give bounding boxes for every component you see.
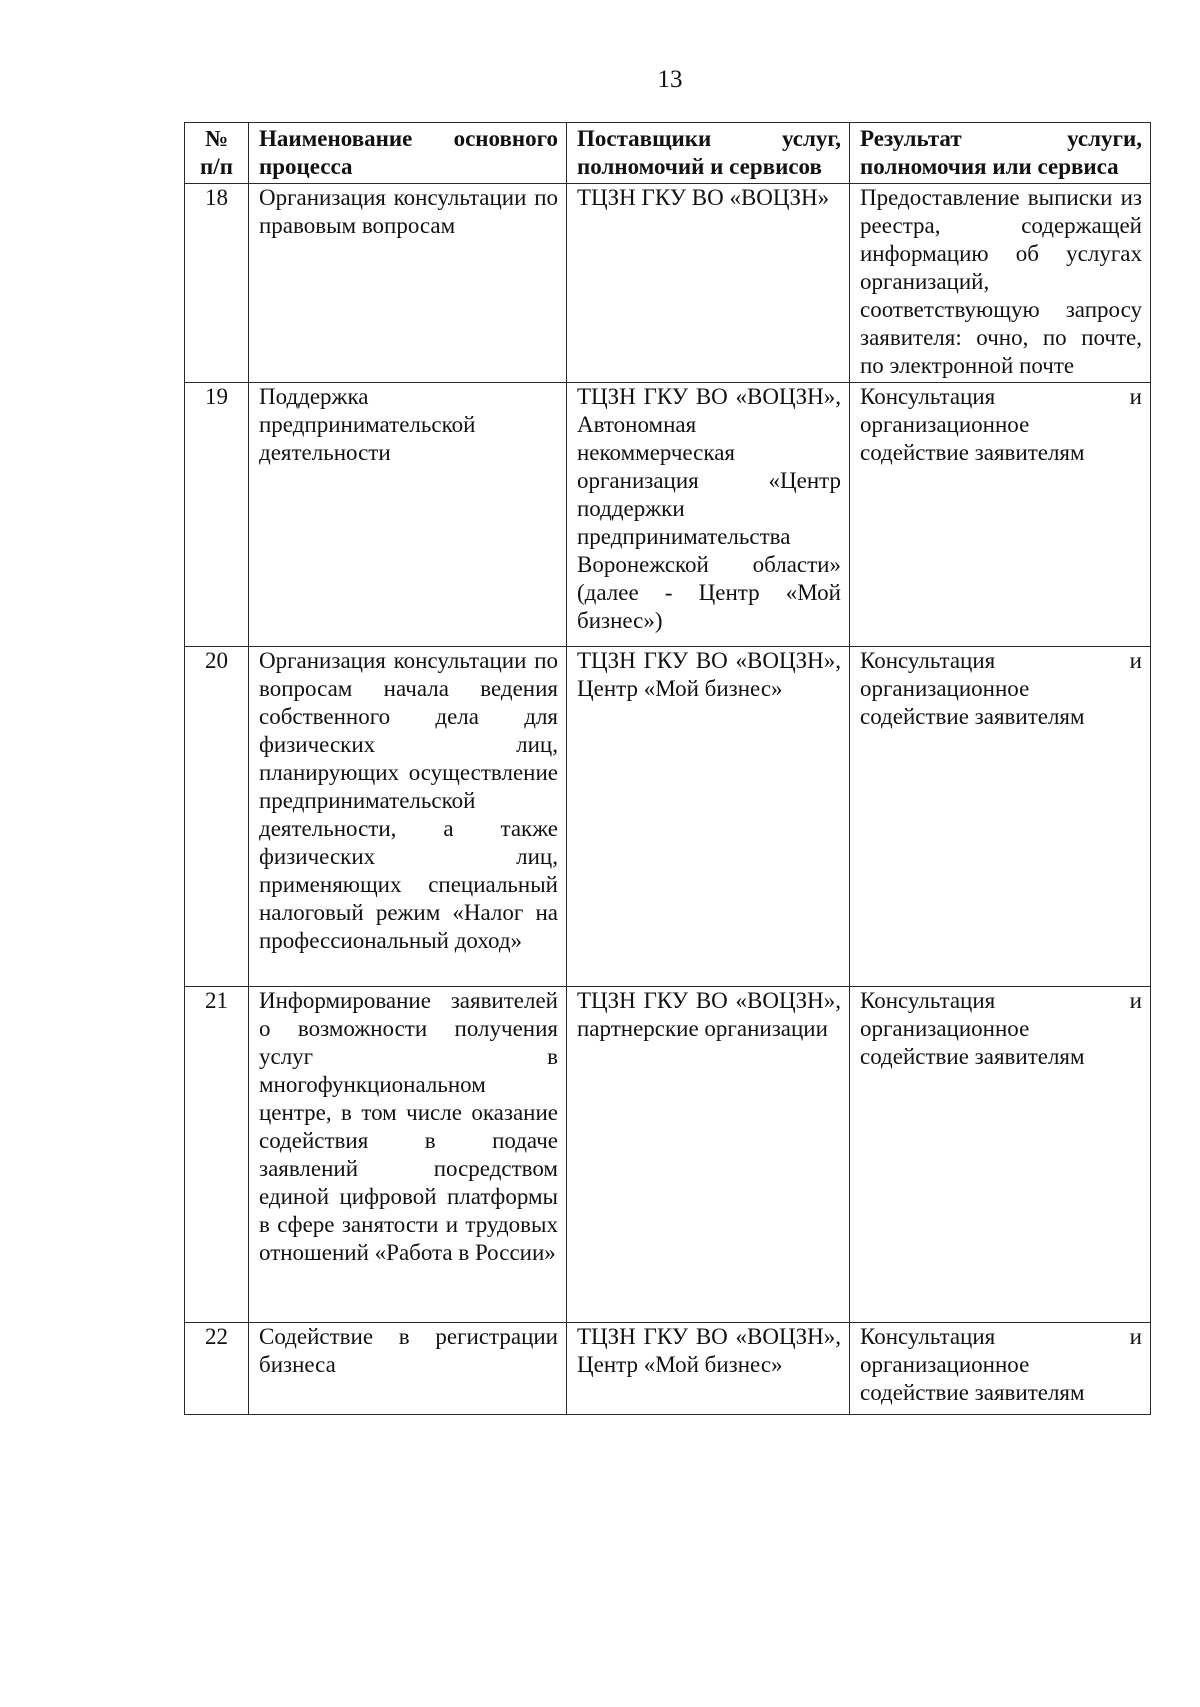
- header-result: Результат услуги, полномочия или сервиса: [850, 123, 1151, 184]
- process-name-cell: Поддержка предпринимательской деятельности: [249, 383, 567, 647]
- table-row: [185, 1323, 1151, 1415]
- header-providers: Поставщики услуг, полномочий и сервисов: [567, 123, 850, 184]
- table-row: [185, 184, 1151, 383]
- table-header-row: [185, 123, 1151, 184]
- provider-cell: ТЦЗН ГКУ ВО «ВОЦЗН», партнерские организации: [567, 987, 850, 1323]
- process-name-cell: Организация консультации по вопросам начала ведения собственного дела для физических лиц, планирующих осуществление предпринимательской деятельности, а также физических лиц, применяющих специальный налоговый режим «Налог на профессиональный доход»: [249, 647, 567, 987]
- result-cell: Консультация и организационное содействие заявителям: [850, 383, 1151, 647]
- process-name-cell: Информирование заявителей о возможности получения услуг в многофункциональном центре, в том числе оказание содействия в подаче заявлений посредством единой цифровой платформы в сфере занятости и трудовых отношений «Работа в России»: [249, 987, 567, 1323]
- result-cell: Предоставление выписки из реестра, содержащей информацию об услугах организаций, соответствующую запросу заявителя: очно, по почте, по электронной почте: [850, 184, 1151, 383]
- row-number: 20: [185, 647, 249, 987]
- services-table: [184, 122, 1151, 1415]
- result-cell: Консультация и организационное содействие заявителям: [850, 647, 1151, 987]
- result-cell: Консультация и организационное содействие заявителям: [850, 1323, 1151, 1415]
- row-number: 19: [185, 383, 249, 647]
- provider-cell: ТЦЗН ГКУ ВО «ВОЦЗН», Центр «Мой бизнес»: [567, 647, 850, 987]
- provider-cell: ТЦЗН ГКУ ВО «ВОЦЗН», Автономная некоммерческая организация «Центр поддержки предпринимательства Воронежской области» (далее - Центр «Мой бизнес»): [567, 383, 850, 647]
- row-number: 22: [185, 1323, 249, 1415]
- page-number: 13: [657, 66, 683, 93]
- row-number: 21: [185, 987, 249, 1323]
- table-row: [185, 383, 1151, 647]
- table-row: [185, 647, 1151, 987]
- process-name-cell: Организация консультации по правовым вопросам: [249, 184, 567, 383]
- header-number: № п/п: [185, 123, 249, 184]
- process-name-cell: Содействие в регистрации бизнеса: [249, 1323, 567, 1415]
- table-row: [185, 987, 1151, 1323]
- result-cell: Консультация и организационное содействие заявителям: [850, 987, 1151, 1323]
- row-number: 18: [185, 184, 249, 383]
- provider-cell: ТЦЗН ГКУ ВО «ВОЦЗН», Центр «Мой бизнес»: [567, 1323, 850, 1415]
- header-process-name: Наименование основного процесса: [249, 123, 567, 184]
- provider-cell: ТЦЗН ГКУ ВО «ВОЦЗН»: [567, 184, 850, 383]
